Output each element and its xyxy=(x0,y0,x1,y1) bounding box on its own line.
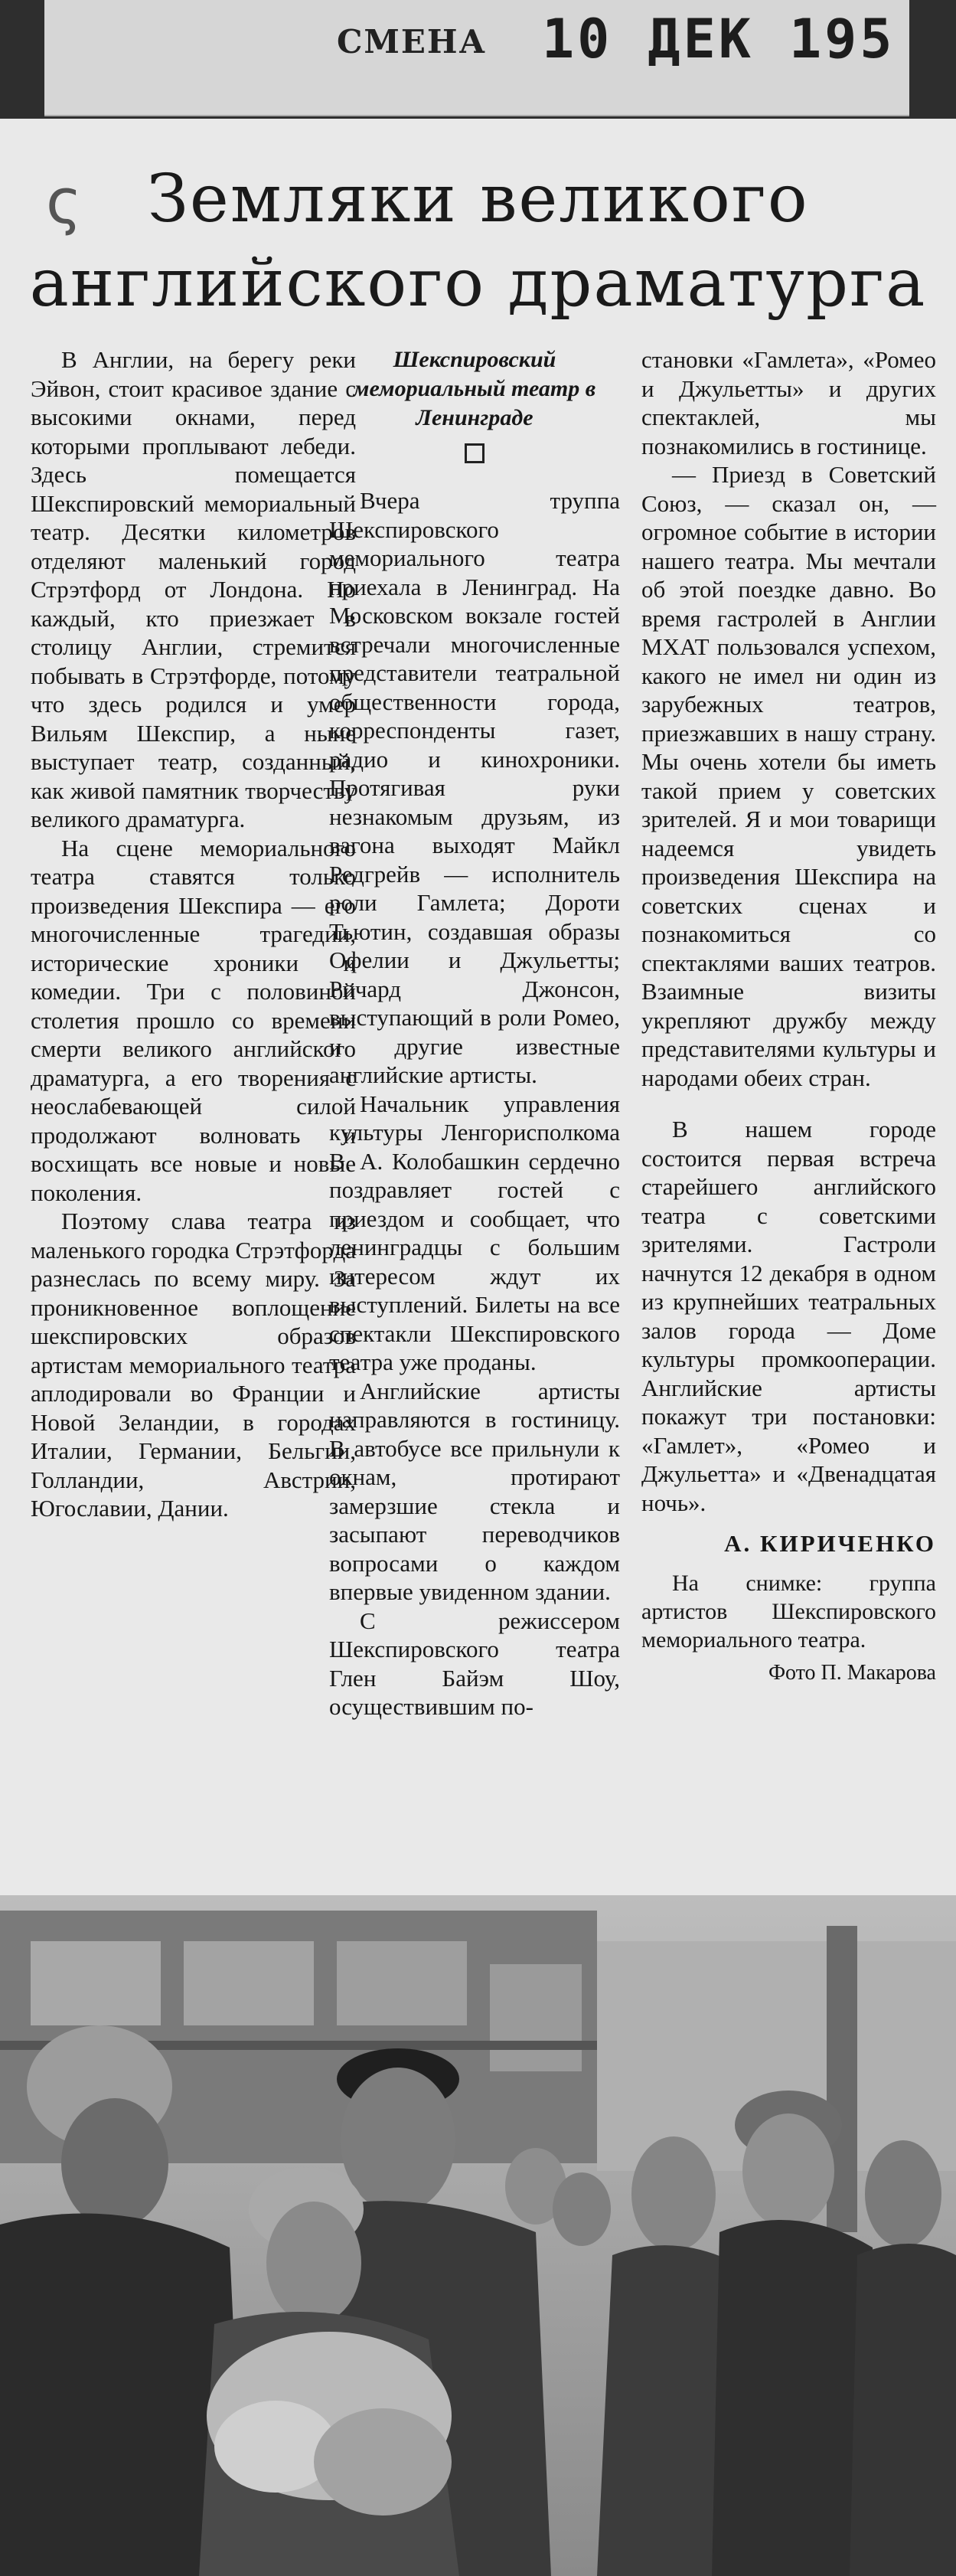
section-subhead: Шекспировский мемориальный театр в Ленинграде xyxy=(353,347,596,430)
article-column-3 xyxy=(641,345,936,1687)
paragraph: становки «Гамлета», «Ромео и Джульетты» и других спектаклей, мы познакомились в гостинице. xyxy=(641,346,936,459)
group-photo xyxy=(0,1895,956,2576)
date-stamp: 10 ДЕК 195 xyxy=(542,8,896,70)
paragraph: Английские артисты направляются в гостиницу. В автобусе все прильнули к окнам, протирают замерзшие стекла и засыпают переводчиков вопросами о каждом впервые увиденном здании. xyxy=(329,1377,620,1605)
headline-line-2: английского драматурга xyxy=(29,245,927,322)
paragraph: Начальник управления культуры Ленгорисполкома В. А. Колобашкин сердечно поздравляет гостей с приездом и сообщает, что ленинградцы с большим интересом ждут их выступлений. Билеты на все спектакли Шекспировского театра уже проданы. xyxy=(329,1090,620,1375)
paragraph: Поэтому слава театра из маленького городка Стрэтфорда разнеслась по всему миру. За проникновенное воплощение шекспировских образов артистам мемориального театра аплодировали во Франции и Новой Зеландии, в городах Италии, Германии, Бельгии, Голландии, Австрии, Югославии, Дании. xyxy=(31,1208,356,1522)
paragraph: Вчера труппа Шекспировского мемориального театра приехала в Ленинград. На Московском вокзале гостей встречали многочисленные представители театральной общественности города, корреспонденты газет, радио и кинохроники. Протягивая руки незнакомым друзьям, из вагона выходят Майкл Редгрейв — исполнитель роли Гамлета; Дороти Тьютин, создавшая образы Офелии и Джульетты; Ричард Джонсон, выступающий в роли Ромео, и другие известные английские артисты. xyxy=(329,487,620,1088)
publication-name: СМЕНА xyxy=(337,23,487,60)
photo-credit: Фото П. Макарова xyxy=(768,1660,936,1685)
article-headline xyxy=(0,157,956,325)
paragraph: — Приезд в Советский Союз, — сказал он, — огромное событие в истории нашего театра. Мы мечтали об этой поездке давно. Во время гастролей в Англии МХАТ пользовался успехом, какого не имел ни один из зарубежных театров, приезжавших в нашу страну. Мы очень хотели бы иметь такой прием у советских зрителей. Я и мои товарищи надеемся увидеть произведения Шекспира на советских сценах и познакомиться со спектаклями ваших театров. Взаимные визиты укрепляют дружбу между представителями культуры и народами обеих стран. xyxy=(641,461,936,1091)
paragraph: С режиссером Шекспировского театра Глен Байэм Шоу, осуществившим по- xyxy=(329,1607,620,1720)
newspaper-header-strip xyxy=(44,0,909,116)
headline-line-1: Земляки великого xyxy=(147,161,809,237)
pencil-mark-icon: ς xyxy=(46,166,82,237)
paragraph: На сцене мемориального театра ставятся только произведения Шекспира — его многочисленные трагедии, исторические хроники и комедии. Три с половиной столетия прошло со времени смерти великого английского драматурга, а его творения с неослабевающей силой продолжают волновать и восхищать все новые и новые поколения. xyxy=(31,834,356,1206)
group-photo-image xyxy=(0,1895,956,2576)
article-column-2 xyxy=(329,345,620,1721)
author-byline: А. КИРИЧЕНКО xyxy=(724,1530,936,1557)
paragraph: В Англии, на берегу реки Эйвон, стоит красивое здание с высокими окнами, перед которыми проплывают лебеди. Здесь помещается Шекспировский мемориальный театр. Десятки километров отделяют маленький город Стрэтфорд от Лондона. Но каждый, кто приезжает в столицу Англии, стремится побывать в Стрэтфорде, потому что здесь родился и умер Вильям Шекспир, а ныне выступает театр, созданный, как живой памятник творчеству великого драматурга. xyxy=(31,346,356,832)
square-ornament-icon xyxy=(465,443,485,463)
paragraph: В нашем городе состоится первая встреча старейшего английского театра с советскими зрителями. Гастроли начнутся 12 декабря в одном из крупнейших театральных залов города — Доме культуры промкооперации. Английские артисты покажут три постановки: «Гамлет», «Ромео и Джульетта» и «Двенадцатая ночь». xyxy=(641,1116,936,1516)
newspaper-clipping xyxy=(0,119,956,1895)
photo-caption: На снимке: группа артистов Шекспировского мемориального театра. xyxy=(641,1570,936,1652)
article-column-1 xyxy=(31,345,356,1523)
